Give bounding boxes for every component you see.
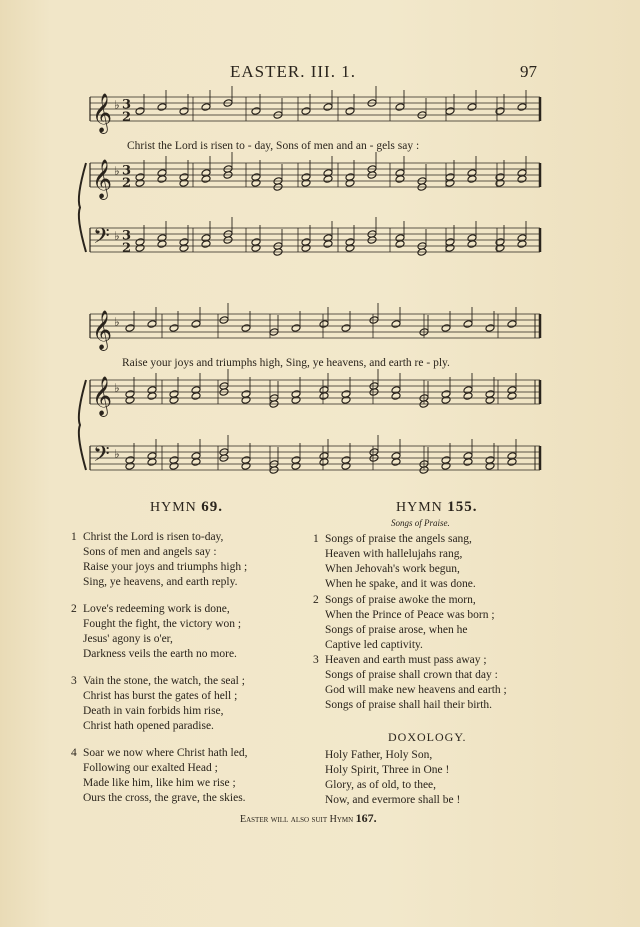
lyric-line-1: Christ the Lord is risen to - day, Sons of men and an - gels say : — [127, 140, 420, 152]
note-head — [463, 320, 473, 329]
verse-line: Darkness veils the earth no more. — [83, 648, 237, 660]
verse-line: Ours the cross, the grave, the skies. — [83, 792, 246, 804]
verse-number: 3 — [71, 675, 77, 687]
note-head — [441, 462, 451, 471]
note-head — [169, 324, 179, 333]
treble-clef-icon: 𝄞 — [92, 376, 113, 416]
note-head — [147, 320, 157, 329]
hymn-155-heading: HYMN 155. — [396, 499, 478, 515]
verse-number: 1 — [313, 533, 319, 545]
note-head — [125, 324, 135, 333]
note-head — [191, 392, 201, 401]
verse-line: Death in vain forbids him rise, — [83, 705, 224, 717]
note-head — [191, 458, 201, 467]
time-signature-bottom: 2 — [122, 176, 132, 191]
note-head — [147, 392, 157, 401]
doxology-line: Glory, as of old, to thee, — [325, 779, 437, 791]
note-head — [391, 320, 401, 329]
verse-line: Songs of praise arose, when he — [325, 624, 468, 636]
note-head — [157, 175, 167, 184]
note-head — [201, 175, 211, 184]
verse-line: Songs of praise the angels sang, — [325, 533, 472, 545]
note-head — [345, 179, 355, 188]
note-head — [507, 320, 517, 329]
note-head — [135, 107, 145, 116]
hymn-155-subtitle: Songs of Praise. — [391, 518, 450, 528]
treble-clef-icon: 𝄞 — [92, 93, 113, 133]
note-head — [485, 396, 495, 405]
treble-clef-icon: 𝄞 — [92, 310, 113, 350]
note-head — [495, 107, 505, 116]
note-head — [463, 392, 473, 401]
note-head — [157, 103, 167, 112]
note-head — [191, 320, 201, 329]
hymn155-verse-3 — [313, 653, 507, 713]
verse-line: When he spake, and it was done. — [325, 578, 476, 590]
note-head — [291, 324, 301, 333]
verse-line: Christ hath opened paradise. — [83, 720, 214, 732]
bass-clef-icon: 𝄢 — [93, 224, 110, 255]
doxology-line: Now, and evermore shall be ! — [325, 794, 461, 806]
verse-line: Jesus' agony is o'er, — [83, 633, 173, 645]
verse-line: Following our exalted Head ; — [83, 762, 218, 774]
hymn69-verse-1 — [71, 530, 248, 590]
note-head — [467, 240, 477, 249]
verse-line: Songs of praise awoke the morn, — [325, 594, 476, 606]
doxology-heading: DOXOLOGY. — [388, 730, 467, 744]
note-head — [485, 462, 495, 471]
note-head — [395, 240, 405, 249]
verse-line: God will make new heavens and earth ; — [325, 684, 507, 696]
note-head — [507, 392, 517, 401]
verse-line: Songs of praise shall crown that day : — [325, 669, 498, 681]
note-head — [319, 458, 329, 467]
note-head — [301, 244, 311, 253]
verse-line: When Jehovah's work begun, — [325, 563, 460, 575]
note-head — [179, 107, 189, 116]
note-head — [391, 458, 401, 467]
verse-line: Heaven with hallelujahs rang, — [325, 548, 463, 560]
verse-number: 2 — [313, 594, 319, 606]
verse-line: Raise your joys and triumphs high ; — [83, 561, 248, 573]
note-head — [323, 103, 333, 112]
time-signature-top: 3 — [122, 97, 132, 113]
note-head — [445, 244, 455, 253]
note-head — [147, 458, 157, 467]
note-head — [157, 240, 167, 249]
time-signature-top: 3 — [122, 163, 132, 179]
note-head — [251, 107, 261, 116]
note-head — [517, 103, 527, 112]
verse-number: 3 — [313, 654, 319, 666]
verse-line: Songs of praise shall hail their birth. — [325, 699, 493, 711]
page-header-title: EASTER. III. 1. — [230, 62, 356, 81]
note-head — [517, 240, 527, 249]
note-head — [445, 179, 455, 188]
page-number: 97 — [520, 62, 537, 81]
doxology-line: Holy Spirit, Three in One ! — [325, 764, 450, 776]
flat-icon: ♭ — [114, 229, 120, 243]
verse-line: Sons of men and angels say : — [83, 546, 217, 558]
note-head — [169, 462, 179, 471]
note-head — [395, 175, 405, 184]
verse-number: 4 — [71, 747, 77, 759]
note-head — [463, 458, 473, 467]
note-head — [251, 179, 261, 188]
note-head — [345, 107, 355, 116]
brace — [79, 163, 86, 252]
note-head — [241, 462, 251, 471]
hymn69-verse-4 — [71, 746, 248, 806]
note-head — [301, 107, 311, 116]
note-head — [179, 244, 189, 253]
note-head — [241, 324, 251, 333]
note-head — [135, 244, 145, 253]
note-head — [495, 179, 505, 188]
note-head — [495, 244, 505, 253]
note-head — [467, 103, 477, 112]
note-head — [301, 179, 311, 188]
hymn69-verse-3 — [71, 674, 245, 734]
hymn-69-heading: HYMN 69. — [150, 499, 224, 515]
verse-line: Heaven and earth must pass away ; — [325, 654, 487, 666]
verse-line: Soar we now where Christ hath led, — [83, 747, 248, 759]
verse-number: 1 — [71, 531, 77, 543]
flat-icon: ♭ — [114, 315, 120, 329]
lyric-line-2: Raise your joys and triumphs high, Sing, ye heavens, and earth re - ply. — [122, 357, 450, 369]
verse-line: Sing, ye heavens, and earth reply. — [83, 576, 238, 588]
verse-line: Vain the stone, the watch, the seal ; — [83, 675, 245, 687]
doxology-line: Holy Father, Holy Son, — [325, 749, 433, 761]
verse-line: When the Prince of Peace was born ; — [325, 609, 495, 621]
note-head — [319, 392, 329, 401]
flat-icon: ♭ — [114, 164, 120, 178]
bass-clef-icon: 𝄢 — [93, 442, 110, 473]
note-head — [345, 244, 355, 253]
flat-icon: ♭ — [114, 381, 120, 395]
note-head — [445, 107, 455, 116]
verse-line: Christ the Lord is risen to-day, — [83, 531, 224, 543]
treble-clef-icon: 𝄞 — [92, 159, 113, 199]
note-head — [201, 103, 211, 112]
note-head — [507, 458, 517, 467]
time-signature-bottom: 2 — [122, 241, 132, 256]
verse-line: Captive led captivity. — [325, 639, 423, 651]
note-head — [323, 175, 333, 184]
note-head — [517, 175, 527, 184]
note-head — [241, 396, 251, 405]
flat-icon: ♭ — [114, 447, 120, 461]
time-signature-bottom: 2 — [122, 110, 132, 125]
hymn155-verse-1 — [313, 532, 476, 592]
note-head — [341, 462, 351, 471]
note-head — [291, 396, 301, 405]
footer-note: Easter will also suit Hymn 167. — [240, 811, 377, 825]
note-head — [395, 103, 405, 112]
note-head — [319, 320, 329, 329]
note-head — [201, 240, 211, 249]
hymn69-verse-2 — [71, 602, 242, 662]
note-head — [125, 462, 135, 471]
note-head — [323, 240, 333, 249]
note-head — [341, 396, 351, 405]
doxology-text — [325, 748, 460, 808]
note-head — [169, 396, 179, 405]
verse-number: 2 — [71, 603, 77, 615]
time-signature-top: 3 — [122, 228, 132, 244]
verse-line: Made like him, like him we rise ; — [83, 777, 236, 789]
note-head — [291, 462, 301, 471]
note-head — [467, 175, 477, 184]
note-head — [441, 324, 451, 333]
hymn155-verse-2 — [313, 593, 495, 653]
note-head — [391, 392, 401, 401]
brace — [79, 380, 86, 470]
note-head — [485, 324, 495, 333]
note-head — [135, 179, 145, 188]
note-head — [179, 179, 189, 188]
note-head — [341, 324, 351, 333]
verse-line: Fought the fight, the victory won ; — [83, 618, 242, 630]
verse-line: Christ has burst the gates of hell ; — [83, 690, 238, 702]
note-head — [125, 396, 135, 405]
note-head — [251, 244, 261, 253]
note-head — [441, 396, 451, 405]
flat-icon: ♭ — [114, 98, 120, 112]
verse-line: Love's redeeming work is done, — [83, 603, 230, 615]
